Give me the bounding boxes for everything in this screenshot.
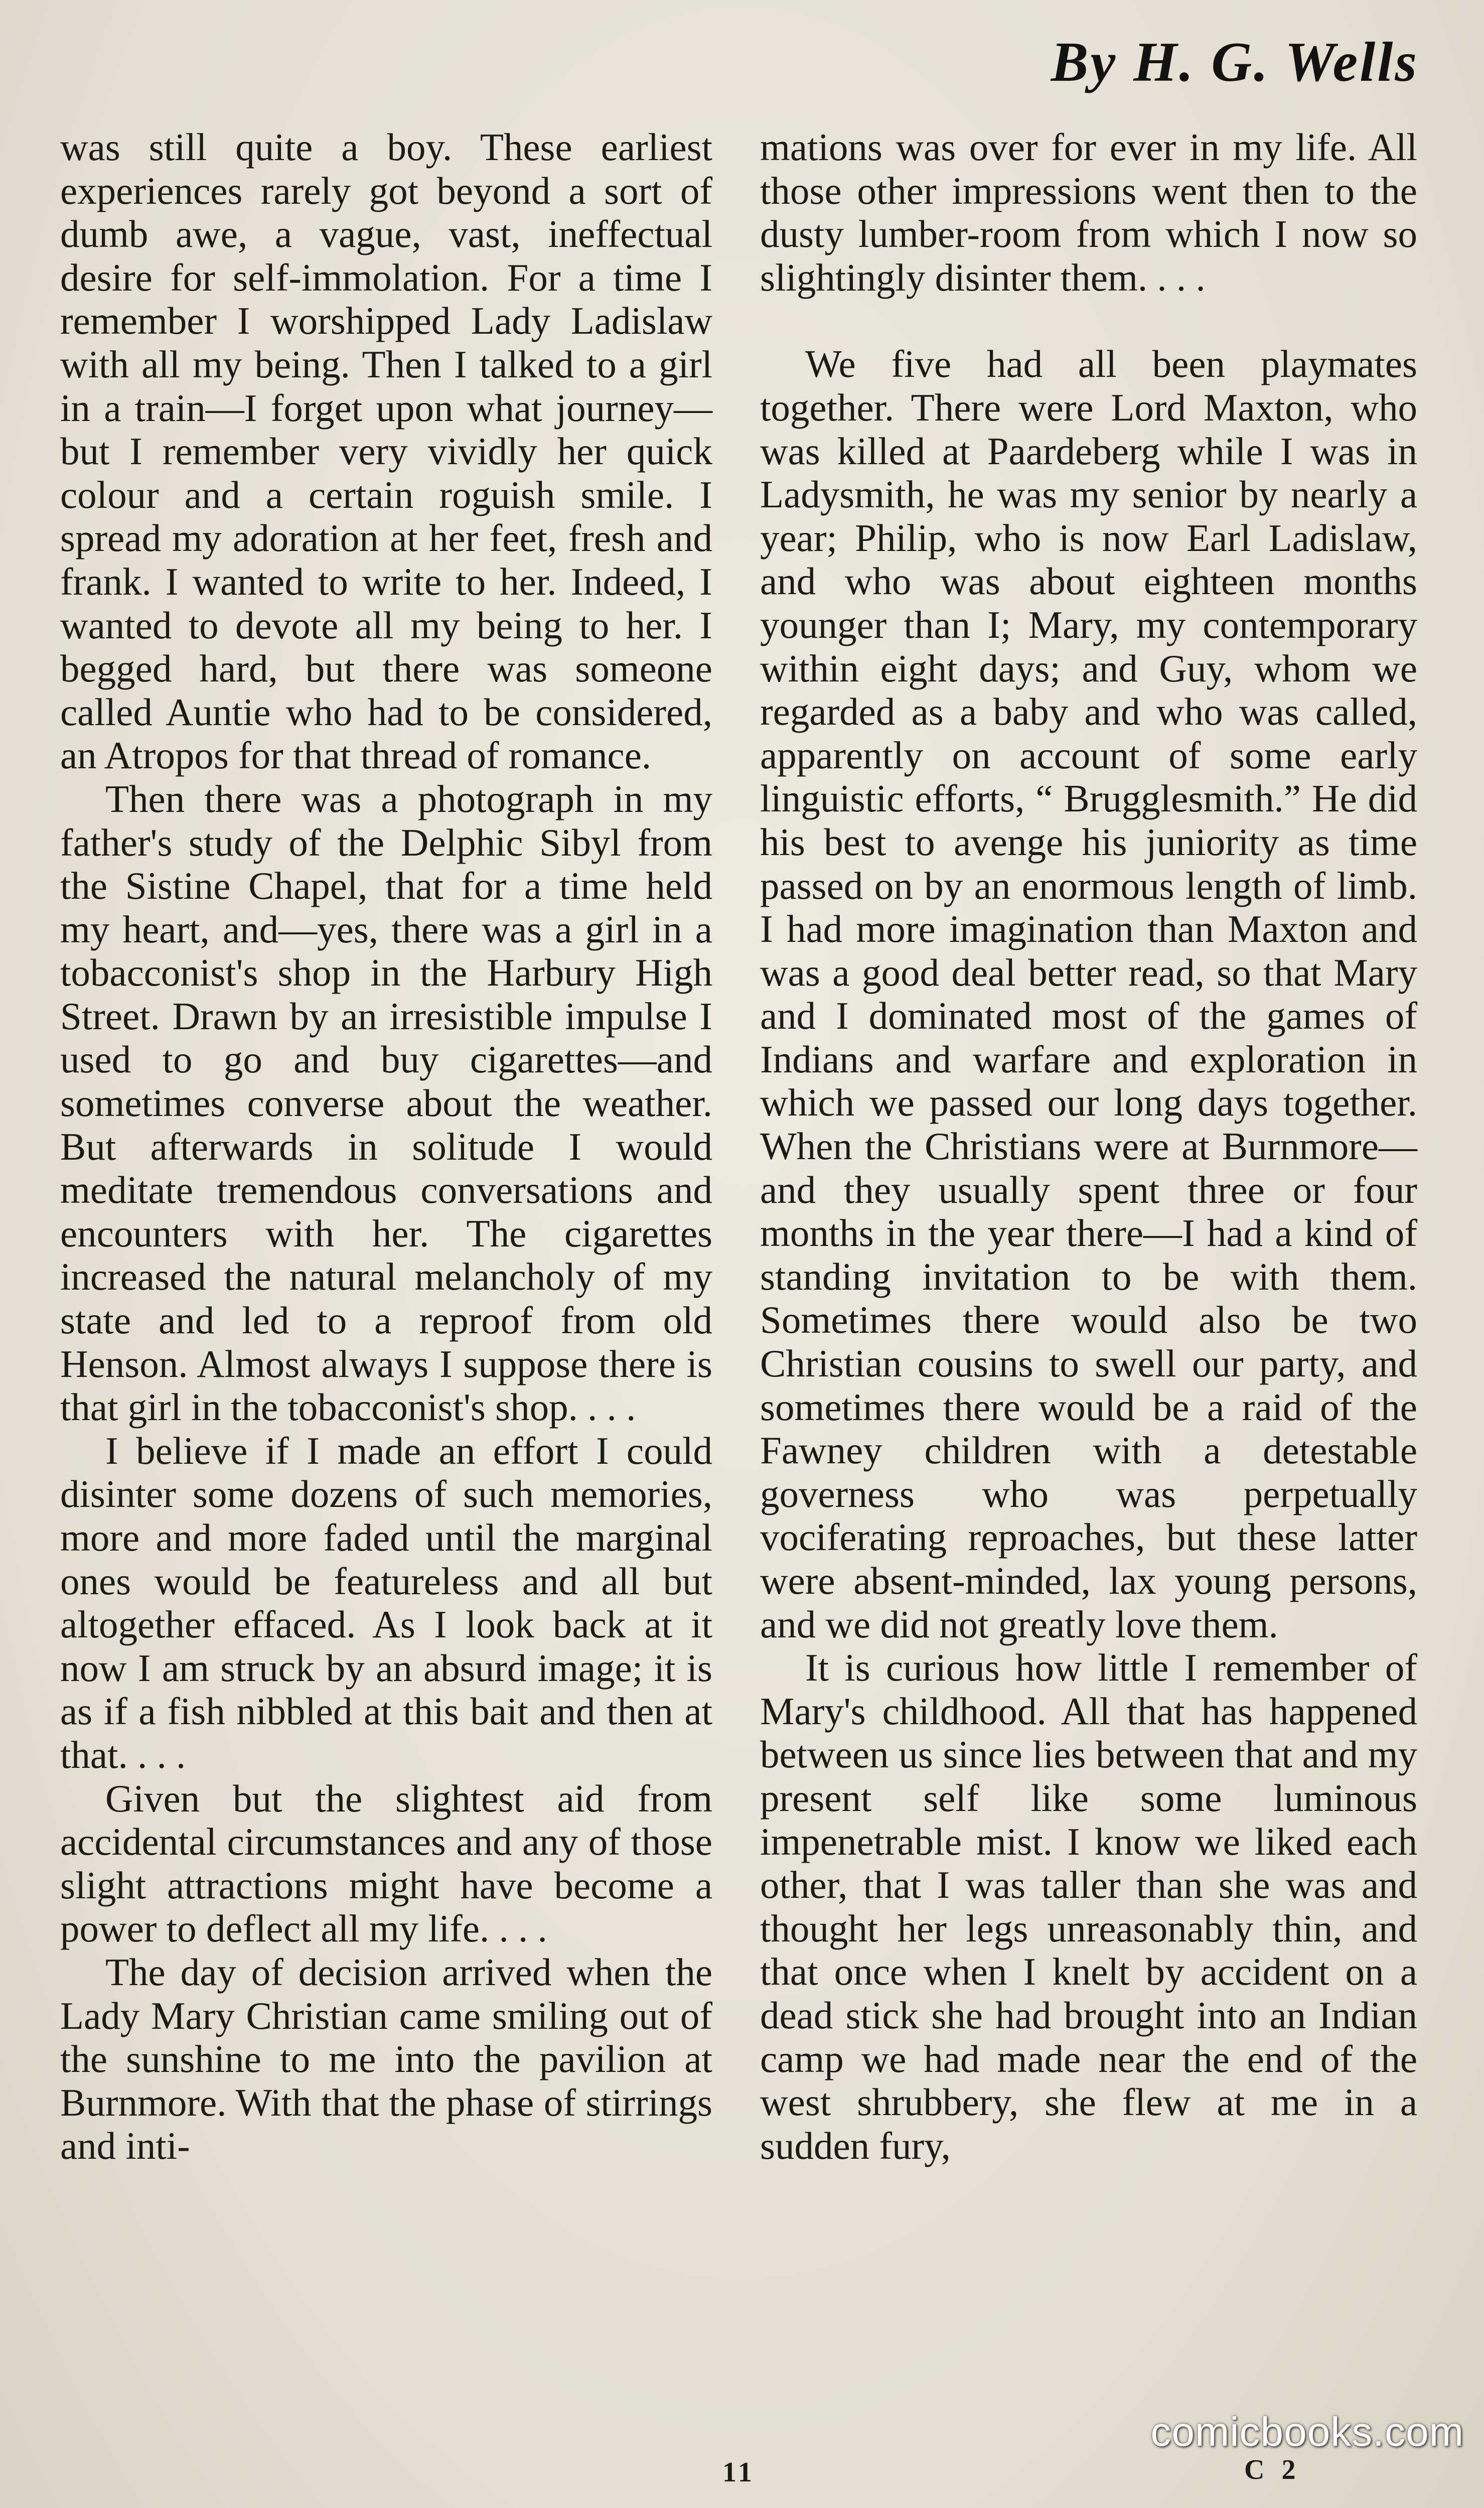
paragraph: Given but the slightest aid from accidental circumstances and any of those slight attractions might have become a power to deflect all my life. . . . (60, 1776, 712, 1950)
paragraph: was still quite a boy. These earliest experiences rarely got beyond a sort of dumb awe, a vague, vast, ineffectual desire for self-immolation. For a time I remember I worshipped Lady Ladislaw with all my being. Then I talked to a girl in a train—I forget upon what journey—but I remember very vividly her quick colour and a certain roguish smile. I spread my adoration at her feet, fresh and frank. I wanted to write to her. Indeed, I wanted to devote all my being to her. I begged hard, but there was someone called Auntie who had to be considered, an Atropos for that thread of romance. (60, 125, 712, 777)
paragraph: mations was over for ever in my life. All those other impressions went then to the dusty lumber-room from which I now so slightingly disinter them. . . . (760, 125, 1417, 299)
watermark: comicbooks.com (1150, 2409, 1464, 2455)
byline: By H. G. Wells (1051, 31, 1419, 93)
paragraph: The day of decision arrived when the Lady Mary Christian came smiling out of the sunshine to me into the pavilion at Burnmore. With that the phase of stirrings and inti- (60, 1950, 712, 2168)
paragraph: It is curious how little I remember of Mary's childhood. All that has happened between us since lies between that and my present self like some luminous impenetrable mist. I know we liked each other, that I was taller than she was and thought her legs unreasonably thin, and that once when I knelt by accident on a dead stick she had brought into an Indian camp we had made near the end of the west shrubbery, she flew at me in a sudden fury, (760, 1646, 1417, 2167)
right-column (760, 125, 1417, 2167)
paragraph: I believe if I made an effort I could disinter some dozens of such memories, more and more faded until the marginal ones would be featureless and all but altogether effaced. As I look back at it now I am struck by an absurd image; it is as if a fish nibbled at this bait and then at that. . . . (60, 1429, 712, 1776)
page-number: 11 (722, 2457, 755, 2488)
paragraph: We five had all been playmates together. There were Lord Maxton, who was killed at Paardeberg while I was in Ladysmith, he was my senior by nearly a year; Philip, who is now Earl Ladislaw, and who was about eighteen months younger than I; Mary, my contemporary within eight days; and Guy, whom we regarded as a baby and who was called, apparently on account of some early linguistic efforts, “ Brugglesmith.” He did his best to avenge his juniority as time passed on by an enormous length of limb. I had more imagination than Maxton and was a good deal better read, so that Mary and I dominated most of the games of Indians and warfare and exploration in which we passed our long days together. When the Christians were at Burnmore—and they usually spent three or four months in the year there—I had a kind of standing invitation to be with them. Sometimes there would also be two Christian cousins to swell our party, and sometimes there would be a raid of the Fawney children with a detestable governess who was perpetually vociferating reproaches, but these latter were absent-minded, lax young persons, and we did not greatly love them. (760, 342, 1417, 1646)
paragraph: Then there was a photograph in my father's study of the Delphic Sibyl from the Sistine Chapel, that for a time held my heart, and—yes, there was a girl in a tobacconist's shop in the Harbury High Street. Drawn by an irresistible impulse I used to go and buy cigarettes—and sometimes converse about the weather. But afterwards in solitude I would meditate tremendous conversations and encounters with her. The cigarettes increased the natural melancholy of my state and led to a reproof from old Henson. Almost always I suppose there is that girl in the tobacconist's shop. . . . (60, 777, 712, 1429)
signature-mark: C 2 (1244, 2454, 1301, 2485)
left-column (60, 125, 712, 2168)
